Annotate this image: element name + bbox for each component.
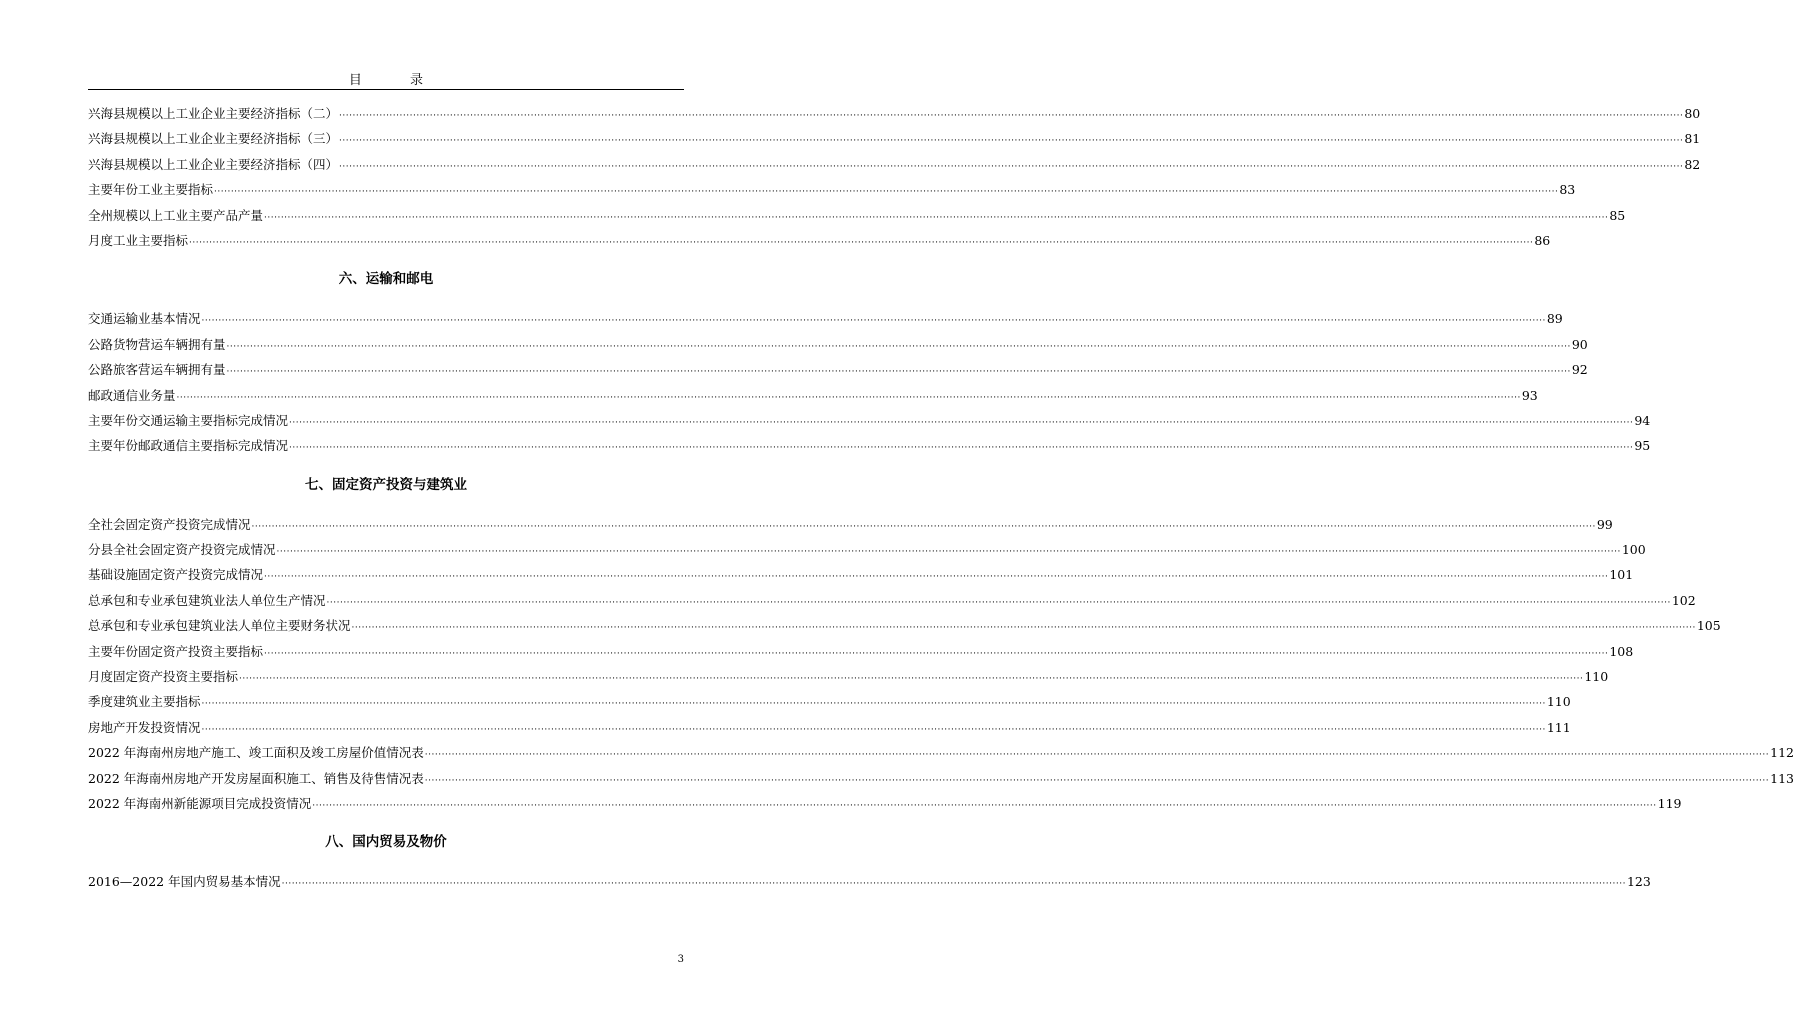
toc-entry-page: 110 bbox=[1546, 694, 1571, 710]
toc-entry[interactable] bbox=[88, 791, 1682, 816]
toc-entry[interactable] bbox=[88, 433, 1651, 458]
dot-leader: ················································································································································································································································································································································································································ bbox=[264, 648, 1609, 659]
toc-entry[interactable] bbox=[88, 203, 1626, 228]
toc-entry-title: 2016—2022 年国内贸易基本情况 bbox=[88, 874, 281, 890]
toc-entry-title: 主要年份固定资产投资主要指标 bbox=[88, 643, 264, 659]
toc-entry[interactable] bbox=[88, 740, 1794, 765]
toc-entry-title: 总承包和专业承包建筑业法人单位主要财务状况 bbox=[88, 618, 351, 634]
toc-entry-page: 110 bbox=[1584, 669, 1609, 685]
toc-entry-page: 83 bbox=[1559, 182, 1576, 198]
toc-entry-title: 全州规模以上工业主要产品产量 bbox=[88, 207, 264, 223]
toc-entry[interactable] bbox=[88, 101, 1701, 126]
toc-entry-title: 月度工业主要指标 bbox=[88, 232, 189, 248]
toc-entry[interactable] bbox=[88, 664, 1609, 689]
dot-leader: ················································································································································································································································································································································································································ bbox=[176, 392, 1521, 403]
toc-entry-title: 交通运输业基本情况 bbox=[88, 311, 201, 327]
dot-leader: ················································································································································································································································································································································································································ bbox=[289, 443, 1634, 454]
toc-entry-title: 主要年份交通运输主要指标完成情况 bbox=[88, 412, 289, 428]
toc-entry-page: 90 bbox=[1571, 336, 1588, 352]
dot-leader: ················································································································································································································································································································································································································ bbox=[239, 674, 1584, 685]
toc-entry[interactable] bbox=[88, 715, 1571, 740]
toc-entry-title: 兴海县规模以上工业企业主要经济指标（四） bbox=[88, 156, 339, 172]
toc-entry-page: 89 bbox=[1546, 311, 1563, 327]
toc-entry-page: 92 bbox=[1571, 362, 1588, 378]
dot-leader: ················································································································································································································································································································································································································ bbox=[276, 547, 1621, 558]
toc-entry-page: 102 bbox=[1671, 592, 1696, 608]
section-heading: 八、国内贸易及物价 bbox=[325, 834, 447, 851]
toc-entry-title: 主要年份邮政通信主要指标完成情况 bbox=[88, 438, 289, 454]
dot-leader: ················································································································································································································································································································································································································ bbox=[251, 521, 1596, 532]
toc-entry[interactable] bbox=[88, 126, 1701, 151]
toc-entry-page: 105 bbox=[1696, 618, 1721, 634]
dot-leader: ················································································································································································································································································································································································································ bbox=[226, 367, 1571, 378]
toc-entry-title: 2022 年海南州房地产施工、竣工面积及竣工房屋价值情况表 bbox=[88, 745, 424, 761]
toc-entry-page: 86 bbox=[1534, 232, 1551, 248]
toc-entry-title: 兴海县规模以上工业企业主要经济指标（三） bbox=[88, 131, 339, 147]
toc-entry-page: 112 bbox=[1770, 745, 1794, 761]
toc-entry[interactable] bbox=[88, 766, 1794, 791]
toc-entry-page: 93 bbox=[1521, 387, 1538, 403]
section-heading: 六、运输和邮电 bbox=[338, 271, 434, 288]
toc-entry[interactable] bbox=[88, 689, 1571, 714]
toc-entry-page: 101 bbox=[1609, 567, 1634, 583]
toc-entry[interactable] bbox=[88, 537, 1646, 562]
toc-entry-title: 2022 年海南州房地产开发房屋面积施工、销售及待售情况表 bbox=[88, 770, 424, 786]
dot-leader: ················································································································································································································································································································································································································ bbox=[424, 775, 1770, 786]
toc-entry[interactable] bbox=[88, 177, 1576, 202]
page-number: 3 bbox=[677, 954, 684, 965]
toc-entry[interactable] bbox=[88, 332, 1588, 357]
toc-entry-page: 108 bbox=[1609, 643, 1634, 659]
toc-entry-page: 113 bbox=[1770, 770, 1794, 786]
page-header-title: 目 录 bbox=[348, 73, 446, 88]
dot-leader: ················································································································································································································································································································································································································ bbox=[201, 724, 1546, 735]
dot-leader: ················································································································································································································································································································································································································ bbox=[351, 623, 1696, 634]
toc-entry-page: 95 bbox=[1634, 438, 1651, 454]
toc-entry-page: 111 bbox=[1546, 719, 1571, 735]
toc-entry-title: 邮政通信业务量 bbox=[88, 387, 176, 403]
toc-entry[interactable] bbox=[88, 588, 1696, 613]
dot-leader: ················································································································································································································································································································································································································ bbox=[201, 316, 1546, 327]
toc-entry-page: 123 bbox=[1626, 874, 1651, 890]
dot-leader: ················································································································································································································································································································································································································ bbox=[289, 417, 1634, 428]
dot-leader: ················································································································································································································································································································································································································ bbox=[226, 341, 1571, 352]
dot-leader: ················································································································································································································································································································································································································ bbox=[264, 572, 1609, 583]
toc-entry-page: 99 bbox=[1596, 516, 1613, 532]
toc-entry-title: 公路货物营运车辆拥有量 bbox=[88, 336, 226, 352]
toc-entry[interactable] bbox=[88, 562, 1634, 587]
toc-entry-title: 主要年份工业主要指标 bbox=[88, 182, 214, 198]
dot-leader: ················································································································································································································································································································································································································ bbox=[424, 750, 1770, 761]
header-rule bbox=[88, 89, 684, 90]
toc-entry-title: 分县全社会固定资产投资完成情况 bbox=[88, 542, 276, 558]
toc-entry-title: 季度建筑业主要指标 bbox=[88, 694, 201, 710]
toc-entry-title: 月度固定资产投资主要指标 bbox=[88, 669, 239, 685]
toc-entry-title: 基础设施固定资产投资完成情况 bbox=[88, 567, 264, 583]
toc-entry[interactable] bbox=[88, 152, 1701, 177]
dot-leader: ················································································································································································································································································································································································································ bbox=[339, 136, 1684, 147]
dot-leader: ················································································································································································································································································································································································································ bbox=[339, 161, 1684, 172]
toc-entry-title: 全社会固定资产投资完成情况 bbox=[88, 516, 251, 532]
dot-leader: ················································································································································································································································································································································································································ bbox=[312, 800, 1657, 811]
dot-leader: ················································································································································································································································································································································································································ bbox=[214, 187, 1559, 198]
toc-entry[interactable] bbox=[88, 639, 1634, 664]
toc-entry-page: 119 bbox=[1657, 795, 1682, 811]
dot-leader: ················································································································································································································································································································································································································ bbox=[326, 597, 1671, 608]
dot-leader: ················································································································································································································································································································································································································ bbox=[201, 699, 1546, 710]
dot-leader: ················································································································································································································································································································································································································ bbox=[281, 879, 1626, 890]
dot-leader: ················································································································································································································································································································································································································ bbox=[264, 212, 1609, 223]
toc-entry[interactable] bbox=[88, 383, 1538, 408]
dot-leader: ················································································································································································································································································································································································································ bbox=[339, 111, 1684, 121]
toc-entry-title: 2022 年海南州新能源项目完成投资情况 bbox=[88, 795, 312, 811]
toc-entry[interactable] bbox=[88, 228, 1551, 253]
toc-entry-page: 85 bbox=[1609, 207, 1626, 223]
toc-entry[interactable] bbox=[88, 613, 1721, 638]
toc-entry-title: 兴海县规模以上工业企业主要经济指标（二） bbox=[88, 106, 339, 121]
section-heading: 七、固定资产投资与建筑业 bbox=[305, 476, 467, 493]
toc-entry[interactable] bbox=[88, 357, 1588, 382]
toc-entry-title: 公路旅客营运车辆拥有量 bbox=[88, 362, 226, 378]
toc-entry-page: 81 bbox=[1684, 131, 1701, 147]
toc-entry[interactable] bbox=[88, 408, 1651, 433]
toc-entry-page: 82 bbox=[1684, 156, 1701, 172]
toc-entry[interactable] bbox=[88, 512, 1613, 537]
toc-entry[interactable] bbox=[88, 306, 1563, 331]
toc-entry-page: 94 bbox=[1634, 412, 1651, 428]
dot-leader: ················································································································································································································································································································································································································ bbox=[189, 237, 1534, 248]
toc-entry-title: 房地产开发投资情况 bbox=[88, 719, 201, 735]
toc-entry-page: 100 bbox=[1621, 542, 1646, 558]
table-of-contents bbox=[88, 101, 1794, 895]
toc-entry-title: 总承包和专业承包建筑业法人单位生产情况 bbox=[88, 592, 326, 608]
toc-entry-page: 80 bbox=[1684, 106, 1701, 121]
toc-entry[interactable] bbox=[88, 869, 1651, 894]
